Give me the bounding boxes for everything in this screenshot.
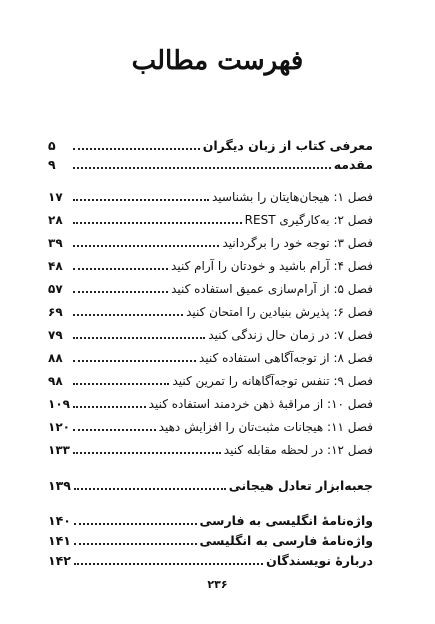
- dot-leader: [73, 314, 183, 316]
- dot-leader: [73, 406, 146, 408]
- toc-entry-label: فصل ۱: هیجان‌هایتان را بشناسید: [212, 190, 373, 204]
- dot-leader: [73, 222, 242, 224]
- dot-leader: [73, 383, 169, 385]
- toc-entry-label: فصل ۱۰: از مراقبهٔ ذهن خردمند استفاده کنید: [148, 397, 373, 411]
- toc-entry-page: ۱۰۹: [48, 397, 70, 411]
- toc-entry-label: واژه‌نامهٔ انگلیسی به فارسی: [199, 513, 373, 528]
- toc-entry-page: ۴۸: [48, 259, 63, 273]
- toc-entry-about-authors[interactable]: [48, 551, 373, 569]
- dot-leader: [73, 199, 209, 201]
- toc-entry-chapter-9[interactable]: [48, 371, 373, 389]
- dot-leader: [73, 268, 168, 270]
- toc-entry-label: فصل ۷: در زمان حال زندگی کنید: [208, 328, 373, 342]
- dot-leader: [74, 488, 226, 490]
- toc-entry-label: فصل ۳: توجه خود را برگردانید: [222, 236, 373, 250]
- toc-entry-page: ۱۳۳: [48, 443, 70, 457]
- toc-entry-chapter-11[interactable]: [48, 417, 373, 435]
- toc-entry-chapter-5[interactable]: [48, 279, 373, 297]
- toc-entry-chapter-1[interactable]: [48, 187, 373, 205]
- toc-entry-page: ۱۷: [48, 190, 63, 204]
- toc-entry-page: ۹۸: [48, 374, 63, 388]
- toc-entry-page: ۱۴۲: [48, 553, 71, 568]
- toc-entry-toolbox[interactable]: [48, 476, 373, 494]
- toc-entry-label: دربارهٔ نویسندگان: [266, 553, 373, 568]
- toc-entry-chapter-6[interactable]: [48, 302, 373, 320]
- toc-entry-page: ۵۷: [48, 282, 63, 296]
- toc-entry-label: واژه‌نامهٔ فارسی به انگلیسی: [199, 533, 373, 548]
- toc-entry-label: فصل ۵: از آرام‌سازی عمیق استفاده کنید: [171, 282, 373, 296]
- dot-leader: [73, 167, 331, 169]
- toc-entry-chapter-3[interactable]: [48, 233, 373, 251]
- toc-entry-page: ۱۲۰: [48, 420, 70, 434]
- toc-entry-front-1[interactable]: [48, 155, 373, 173]
- toc-entry-page: ۵: [48, 138, 56, 153]
- dot-leader: [73, 452, 221, 454]
- dot-leader: [73, 360, 196, 362]
- dot-leader: [73, 148, 200, 150]
- toc-entry-chapter-2[interactable]: [48, 210, 373, 228]
- toc-entry-chapter-12[interactable]: [48, 440, 373, 458]
- page-number: ۲۳۶: [207, 578, 228, 591]
- toc-entry-glossary-fa-en[interactable]: [48, 531, 373, 549]
- toc-entry-label: فصل ۹: تنفس توجه‌آگاهانه را تمرین کنید: [172, 374, 373, 388]
- toc-entry-page: ۱۳۹: [48, 478, 71, 493]
- toc-entry-label: فصل ۸: از توجه‌آگاهی استفاده کنید: [199, 351, 373, 365]
- dot-leader: [73, 429, 156, 431]
- toc-entry-page: ۷۹: [48, 328, 63, 342]
- toc-entry-label: فصل ۴: آرام باشید و خودتان را آرام کنید: [171, 259, 373, 273]
- toc-entry-label: معرفی کتاب از زبان دیگران: [202, 138, 373, 153]
- toc-entry-page: ۱۴۱: [48, 533, 71, 548]
- dot-leader: [74, 523, 197, 525]
- toc-entry-label: فصل ۱۱: هیجانات مثبت‌تان را افزایش دهید: [158, 420, 373, 434]
- dot-leader: [73, 337, 205, 339]
- toc-entry-chapter-8[interactable]: [48, 348, 373, 366]
- toc-entry-page: ۱۴۰: [48, 513, 71, 528]
- toc-entry-page: ۸۸: [48, 351, 63, 365]
- dot-leader: [73, 245, 219, 247]
- toc-entry-label: فصل ۶: پذیرش بنیادین را امتحان کنید: [186, 305, 373, 319]
- toc-entry-page: ۳۹: [48, 236, 63, 250]
- dot-leader: [74, 563, 263, 565]
- toc-entry-chapter-10[interactable]: [48, 394, 373, 412]
- toc-entry-label: جعبه‌ابزار تعادل هیجانی: [228, 478, 373, 493]
- toc-entry-page: ۹: [48, 157, 56, 172]
- dot-leader: [73, 291, 168, 293]
- page-title: فهرست مطالب: [131, 46, 304, 76]
- toc-entry-label: فصل ۲: به‌کارگیری REST: [244, 213, 373, 227]
- toc-entry-chapter-4[interactable]: [48, 256, 373, 274]
- toc-entry-page: ۶۹: [48, 305, 63, 319]
- toc-entry-front-0[interactable]: [48, 136, 373, 154]
- toc-entry-label: فصل ۱۲: در لحظه مقابله کنید: [223, 443, 373, 457]
- toc-entry-glossary-en-fa[interactable]: [48, 511, 373, 529]
- toc-entry-label: مقدمه: [333, 157, 373, 172]
- toc-entry-page: ۲۸: [48, 213, 63, 227]
- toc-entry-chapter-7[interactable]: [48, 325, 373, 343]
- dot-leader: [74, 543, 197, 545]
